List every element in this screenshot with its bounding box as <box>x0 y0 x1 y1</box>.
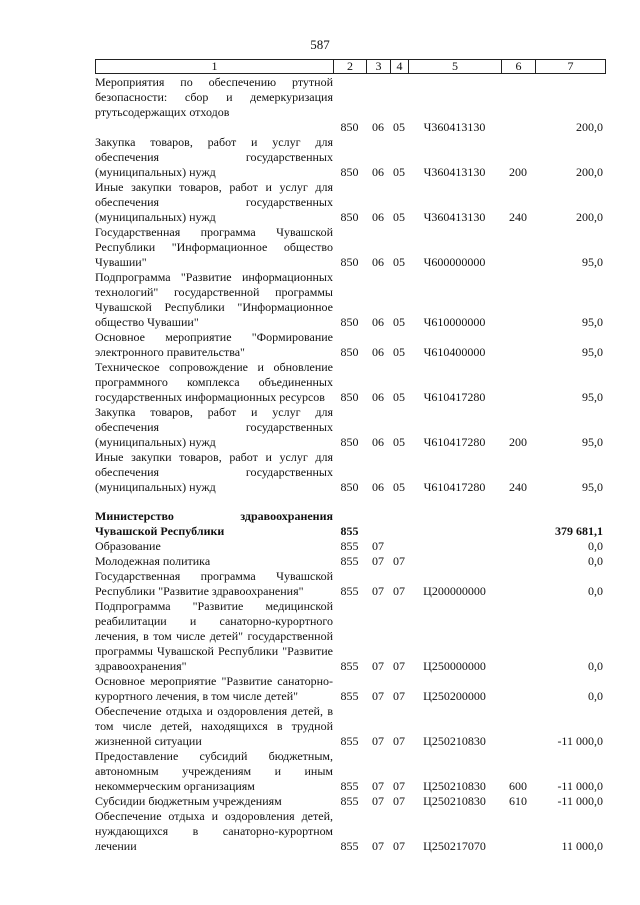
row-amount: -11 000,0 <box>557 779 603 793</box>
row-grbs-code: 850 <box>340 165 359 179</box>
row-name: Основное мероприятие "Развитие санаторно-курортного лечения, в том числе детей" <box>95 674 333 703</box>
row-grbs-code: 855 <box>340 554 359 568</box>
row-subsection-code: 07 <box>393 839 405 853</box>
row-grbs-code: 855 <box>340 779 359 793</box>
row-grbs-code: 850 <box>340 210 359 224</box>
row-section-code: 06 <box>372 390 384 404</box>
row-target-article-code: Ц250210830 <box>423 794 486 808</box>
row-subsection-code: 07 <box>393 659 405 673</box>
row-grbs-code: 855 <box>340 689 359 703</box>
row-target-article-code: Ц200000000 <box>423 584 486 598</box>
row-amount: 11 000,0 <box>561 839 603 853</box>
table-row <box>95 330 605 360</box>
row-expense-type-code: 240 <box>509 210 527 224</box>
row-name: Подпрограмма "Развитие информационных технологий" государственной программы Чувашской Республики "Информационное общество Чувашии" <box>95 270 333 329</box>
row-subsection-code: 07 <box>393 584 405 598</box>
row-target-article-code: Ч360413130 <box>423 165 486 179</box>
table-row <box>95 450 605 495</box>
row-amount: 95,0 <box>582 390 603 404</box>
table-row <box>95 554 605 569</box>
row-section-code: 07 <box>372 554 384 568</box>
column-header-6: 6 <box>502 60 536 74</box>
row-expense-type-code: 200 <box>509 165 527 179</box>
row-subsection-code: 05 <box>393 120 405 134</box>
row-section-code: 07 <box>372 779 384 793</box>
row-grbs-code: 850 <box>340 315 359 329</box>
row-amount: 0,0 <box>588 539 603 553</box>
row-section-code: 07 <box>372 584 384 598</box>
row-amount: 0,0 <box>588 554 603 568</box>
row-section-code: 07 <box>372 539 384 553</box>
row-name: Закупка товаров, работ и услуг для обеспечения государственных (муниципальных) нужд <box>95 405 333 449</box>
table-row <box>95 569 605 599</box>
column-header-5: 5 <box>409 60 502 74</box>
row-subsection-code: 05 <box>393 345 405 359</box>
table-row <box>95 405 605 450</box>
row-name: Министерство здравоохранения Чувашской Республики <box>95 509 333 538</box>
row-amount: -11 000,0 <box>557 734 603 748</box>
table-row <box>95 75 605 120</box>
row-name: Обеспечение отдыха и оздоровления детей, в том числе детей, находящихся в трудной жизненной ситуации <box>95 704 333 748</box>
row-name: Государственная программа Чувашской Республики "Информационное общество Чувашии" <box>95 225 333 269</box>
row-target-article-code: Ч600000000 <box>423 255 486 269</box>
row-subsection-code: 05 <box>393 435 405 449</box>
row-subsection-code: 07 <box>393 689 405 703</box>
row-name: Иные закупки товаров, работ и услуг для обеспечения государственных (муниципальных) нужд <box>95 450 333 494</box>
row-section-code: 06 <box>372 480 384 494</box>
table-row <box>95 180 605 225</box>
row-section-code: 07 <box>372 659 384 673</box>
table-row <box>95 509 605 539</box>
row-target-article-code: Ц250217070 <box>423 839 486 853</box>
row-target-article-code: Ч610417280 <box>423 390 486 404</box>
row-expense-type-code: 200 <box>509 435 527 449</box>
row-target-article-code: Ч360413130 <box>423 120 486 134</box>
row-section-code: 06 <box>372 315 384 329</box>
row-section-code: 06 <box>372 210 384 224</box>
row-grbs-code: 855 <box>340 659 359 673</box>
row-grbs-code: 850 <box>340 120 359 134</box>
table-row <box>95 225 605 270</box>
budget-rows <box>95 75 605 854</box>
row-amount: 0,0 <box>588 584 603 598</box>
row-target-article-code: Ч610400000 <box>423 345 486 359</box>
row-section-code: 07 <box>372 839 384 853</box>
row-name: Техническое сопровождение и обновление программного комплекса объединенных государственных информационных ресурсов <box>95 360 333 404</box>
row-name: Обеспечение отдыха и оздоровления детей, нуждающихся в санаторно-курортном лечении <box>95 809 333 853</box>
table-row <box>95 599 605 674</box>
row-subsection-code: 05 <box>393 390 405 404</box>
row-section-code: 07 <box>372 689 384 703</box>
row-expense-type-code: 610 <box>509 794 527 808</box>
row-subsection-code: 05 <box>393 255 405 269</box>
row-name: Иные закупки товаров, работ и услуг для обеспечения государственных (муниципальных) нужд <box>95 180 333 224</box>
row-name: Предоставление субсидий бюджетным, автономным учреждениям и иным некоммерческим организациям <box>95 749 333 793</box>
row-target-article-code: Ц250000000 <box>423 659 486 673</box>
table-row <box>95 539 605 554</box>
row-grbs-code: 850 <box>340 480 359 494</box>
row-spacer <box>95 495 605 509</box>
table-row <box>95 360 605 405</box>
table-row <box>95 809 605 854</box>
row-target-article-code: Ч610417280 <box>423 435 486 449</box>
row-section-code: 06 <box>372 165 384 179</box>
row-amount: 95,0 <box>582 255 603 269</box>
column-header-table <box>95 59 606 74</box>
row-grbs-code: 855 <box>340 539 359 553</box>
row-subsection-code: 05 <box>393 210 405 224</box>
row-amount: 0,0 <box>588 659 603 673</box>
table-row <box>95 794 605 809</box>
row-subsection-code: 07 <box>393 734 405 748</box>
table-row <box>95 120 605 135</box>
row-expense-type-code: 240 <box>509 480 527 494</box>
row-target-article-code: Ч610000000 <box>423 315 486 329</box>
row-amount: 95,0 <box>582 315 603 329</box>
column-header-1: 1 <box>96 60 334 74</box>
row-grbs-code: 855 <box>340 584 359 598</box>
row-amount: 379 681,1 <box>555 524 603 538</box>
row-subsection-code: 05 <box>393 165 405 179</box>
row-expense-type-code: 600 <box>509 779 527 793</box>
row-name: Образование <box>95 539 161 553</box>
row-amount: 95,0 <box>582 480 603 494</box>
row-subsection-code: 05 <box>393 315 405 329</box>
row-name: Государственная программа Чувашской Республики "Развитие здравоохранения" <box>95 569 333 598</box>
row-name: Закупка товаров, работ и услуг для обеспечения государственных (муниципальных) нужд <box>95 135 333 179</box>
table-row <box>95 674 605 704</box>
row-target-article-code: Ц250210830 <box>423 779 486 793</box>
row-name: Основное мероприятие "Формирование электронного правительства" <box>95 330 333 359</box>
row-grbs-code: 855 <box>340 794 359 808</box>
row-section-code: 06 <box>372 120 384 134</box>
row-grbs-code: 850 <box>340 255 359 269</box>
column-header-2: 2 <box>334 60 367 74</box>
column-header-7: 7 <box>536 60 606 74</box>
row-subsection-code: 05 <box>393 480 405 494</box>
column-header-3: 3 <box>367 60 391 74</box>
table-row <box>95 704 605 749</box>
row-target-article-code: Ч610417280 <box>423 480 486 494</box>
row-section-code: 06 <box>372 255 384 269</box>
row-amount: 200,0 <box>576 120 603 134</box>
row-name: Мероприятия по обеспечению ртутной безопасности: сбор и демеркуризация ртутьсодержащих отходов <box>95 75 333 119</box>
row-grbs-code: 855 <box>340 524 359 538</box>
row-name: Подпрограмма "Развитие медицинской реабилитации и санаторно-курортного лечения, в том числе детей" государственной программы Чувашской Республики "Развитие здравоохранения" <box>95 599 333 673</box>
row-amount: 200,0 <box>576 165 603 179</box>
row-name: Молодежная политика <box>95 554 211 568</box>
row-section-code: 07 <box>372 734 384 748</box>
table-row <box>95 135 605 180</box>
row-target-article-code: Ц250210830 <box>423 734 486 748</box>
row-section-code: 06 <box>372 345 384 359</box>
row-amount: 0,0 <box>588 689 603 703</box>
row-target-article-code: Ц250200000 <box>423 689 486 703</box>
row-amount: -11 000,0 <box>557 794 603 808</box>
row-amount: 95,0 <box>582 345 603 359</box>
row-subsection-code: 07 <box>393 779 405 793</box>
row-grbs-code: 850 <box>340 345 359 359</box>
row-subsection-code: 07 <box>393 794 405 808</box>
row-name: Субсидии бюджетным учреждениям <box>95 794 282 808</box>
row-section-code: 07 <box>372 794 384 808</box>
row-section-code: 06 <box>372 435 384 449</box>
row-target-article-code: Ч360413130 <box>423 210 486 224</box>
row-subsection-code: 07 <box>393 554 405 568</box>
row-grbs-code: 850 <box>340 435 359 449</box>
row-grbs-code: 850 <box>340 390 359 404</box>
column-header-4: 4 <box>391 60 409 74</box>
column-header-row <box>96 60 606 74</box>
row-grbs-code: 855 <box>340 734 359 748</box>
page-number: 587 <box>310 37 330 52</box>
row-amount: 95,0 <box>582 435 603 449</box>
table-row <box>95 749 605 794</box>
row-grbs-code: 855 <box>340 839 359 853</box>
table-row <box>95 270 605 330</box>
row-amount: 200,0 <box>576 210 603 224</box>
